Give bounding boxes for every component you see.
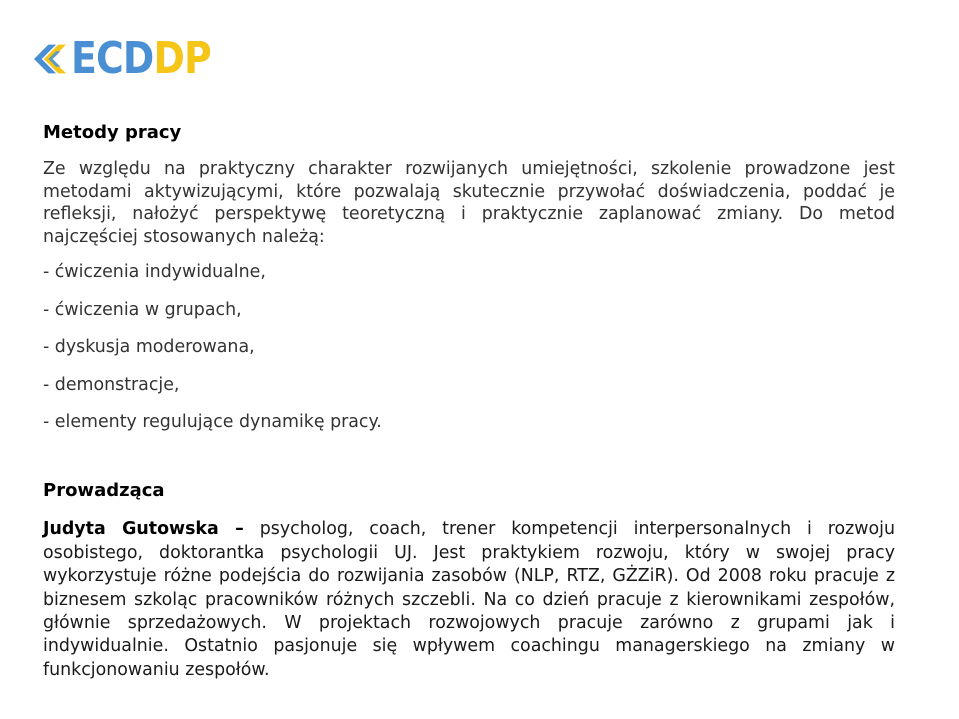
list-item: - demonstracje,	[43, 374, 180, 395]
trainer-name: Judyta Gutowska –	[43, 519, 244, 540]
trainer-bio-text: psycholog, coach, trener kompetencji interpersonalnych i rozwoju osobistego, doktorantka psychologii UJ. Jest praktykiem rozwoju, który w swojej pracy wykorzystuje różne podejścia do rozwijania zasobów (NLP, RTZ, GŻZiR). Od 2008 roku pracuje z biznesem szkoląc pracowników różnych szczebli. Na co dzień pracuje z kierownikami zespołów, głównie sprzedażowych. W projektach rozwojowych pracuje zarówno z grupami jak i indywidualnie. Ostatnio pasjonuje się wpływem coachingu managerskiego na zmiany w funkcjonowaniu zespołów.	[43, 519, 895, 680]
methods-list	[43, 261, 895, 433]
methods-intro: Ze względu na praktyczny charakter rozwijanych umiejętności, szkolenie prowadzone jest metodami aktywizującymi, które pozwalają skutecznie przywołać doświadczenia, poddać je refleksji, nałożyć perspektywę teoretyczną i praktycznie zaplanować zmiany. Do metod najczęściej stosowanych należą:	[43, 159, 895, 247]
logo-text-main: ECD	[71, 33, 154, 84]
list-item: - ćwiczenia w grupach,	[43, 299, 242, 320]
document-body	[43, 120, 895, 700]
trainer-bio	[43, 518, 895, 682]
list-item: - ćwiczenia indywidualne,	[43, 262, 266, 283]
list-item: - dyskusja moderowana,	[43, 337, 255, 358]
trainer-heading: Prowadząca	[43, 480, 165, 502]
ecddp-chevron-icon	[34, 31, 69, 87]
ecddp-logo	[34, 30, 234, 88]
list-item: - elementy regulujące dynamikę pracy.	[43, 412, 382, 433]
logo-wordmark	[71, 33, 212, 84]
methods-heading: Metody pracy	[43, 122, 182, 143]
logo-text-accent: DP	[153, 33, 212, 84]
